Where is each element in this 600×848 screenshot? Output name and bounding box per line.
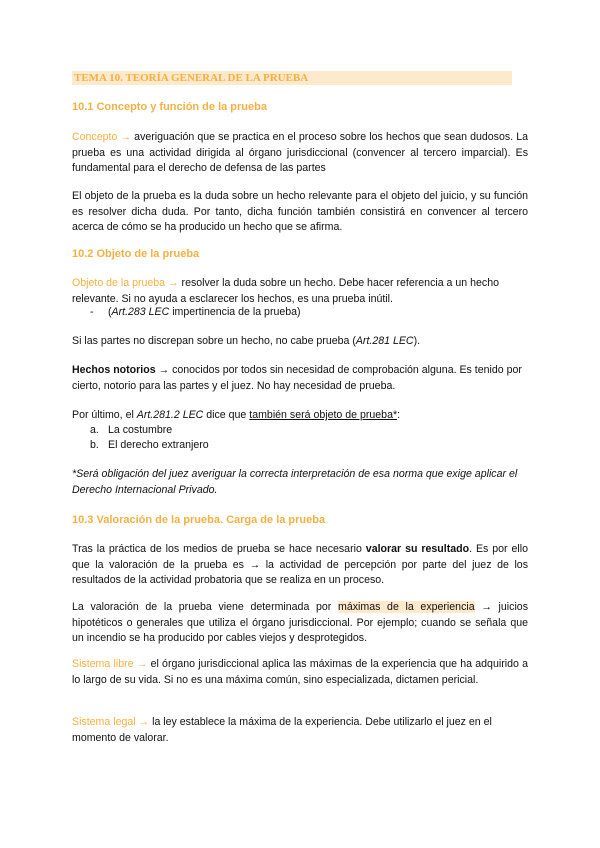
ultimo-mid: dice que	[203, 409, 250, 421]
document-title: TEMA 10. TEORÍA GENERAL DE LA PRUEBA	[72, 71, 512, 85]
list-marker-b: b.	[90, 439, 99, 451]
tras-bold: valorar su resultado	[365, 543, 470, 555]
valoracion-post: → juicios hipotéticos o generales que utiliza el órgano jurisdiccional. Por ejemplo; cuando se señala que un incendio se ha producido por cables viejos y desprotegidos.	[72, 601, 528, 645]
term-concepto: Concepto →	[72, 131, 132, 143]
list-marker-a: a.	[90, 424, 99, 436]
list-item-costumbre: La costumbre	[108, 424, 173, 436]
legal-text: la ley establece la máxima de la experiencia. Debe utilizarlo el juez en el momento de valorar.	[72, 716, 492, 744]
ultimo-underline: también será objeto de prueba*	[249, 409, 398, 421]
concepto-text: averiguación que se practica en el proceso sobre los hechos que sean dudosos. La prueba es una actividad dirigida al órgano jurisdiccional (convencer al tercero imparcial). Es fundamental para el derecho de defensa de las partes	[72, 131, 528, 175]
paragraph-hechos-notorios	[72, 363, 528, 394]
paragraph-sistema-libre	[72, 657, 528, 688]
section-heading-1: 10.1 Concepto y función de la prueba	[72, 101, 267, 113]
term-sistema-libre: Sistema libre →	[72, 658, 148, 670]
ultimo-end: :	[397, 409, 401, 421]
bullet-text: impertinencia de la prueba)	[169, 306, 301, 318]
paragraph-no-discrepan	[72, 334, 528, 350]
tras-pre: Tras la práctica de los medios de prueba se hace necesario	[72, 543, 366, 555]
term-hechos-notorios: Hechos notorios	[72, 364, 156, 376]
paragraph-valoracion	[72, 600, 528, 647]
term-objeto: Objeto de la prueba →	[72, 277, 179, 289]
section-heading-2: 10.2 Objeto de la prueba	[72, 248, 200, 260]
note-footnote: *Será obligación del juez averiguar la correcta interpretación de esa norma que exige aplicar el Derecho Internacional Privado.	[72, 468, 518, 496]
ultimo-pre: Por último, el	[72, 409, 137, 421]
paragraph-concepto	[72, 130, 528, 177]
valoracion-highlight: máximas de la experiencia	[338, 601, 475, 613]
notorios-text: → conocidos por todos sin necesidad de comprobación alguna. Es tenido por cierto, notorio para las partes y el juez. No hay necesidad de prueba.	[72, 364, 522, 392]
paragraph-por-ultimo	[72, 408, 528, 424]
no-discrepan-end: ).	[413, 335, 421, 347]
libre-text: el órgano jurisdiccional aplica las máximas de la experiencia que ha adquirido a lo largo de su vida. Si no es una máxima común, sino especializada, dictamen pericial.	[72, 658, 528, 686]
objeto-text: resolver la duda sobre un hecho. Debe hacer referencia a un hecho relevante. Si no ayuda a esclarecer los hechos, es una prueba inútil.	[72, 277, 499, 305]
paragraph-objeto	[72, 276, 528, 307]
bullet-art283	[108, 305, 301, 321]
bullet-marker: -	[90, 306, 94, 318]
ref-art283: Art.283 LEC	[111, 306, 170, 318]
paragraph-tras	[72, 542, 528, 589]
no-discrepan-text: Si las partes no discrepan sobre un hecho, no cabe prueba (	[72, 335, 356, 347]
paragraph-objeto-funcion: El objeto de la prueba es la duda sobre un hecho relevante para el objeto del juicio, y su función es resolver dicha duda. Por tanto, dicha función también consistirá en convencer al tercero acerca de cómo se ha producido un hecho que se afirma.	[72, 190, 528, 234]
term-sistema-legal: Sistema legal →	[72, 716, 150, 728]
tras-post: . Es por ello que la valoración de la prueba es → la actividad de percepción por parte del juez de los resultados de la actividad probatoria que se realiza en un proceso.	[72, 543, 528, 587]
paragraph-sistema-legal	[72, 715, 528, 746]
ref-art281-2: Art.281.2 LEC	[136, 409, 204, 421]
list-item-derecho-extranjero: El derecho extranjero	[108, 439, 209, 451]
bullet-open: (	[108, 306, 112, 318]
section-heading-3: 10.3 Valoración de la prueba. Carga de la prueba	[72, 514, 326, 526]
valoracion-pre: La valoración de la prueba viene determinada por	[72, 601, 338, 613]
ref-art281: Art.281 LEC	[355, 335, 414, 347]
